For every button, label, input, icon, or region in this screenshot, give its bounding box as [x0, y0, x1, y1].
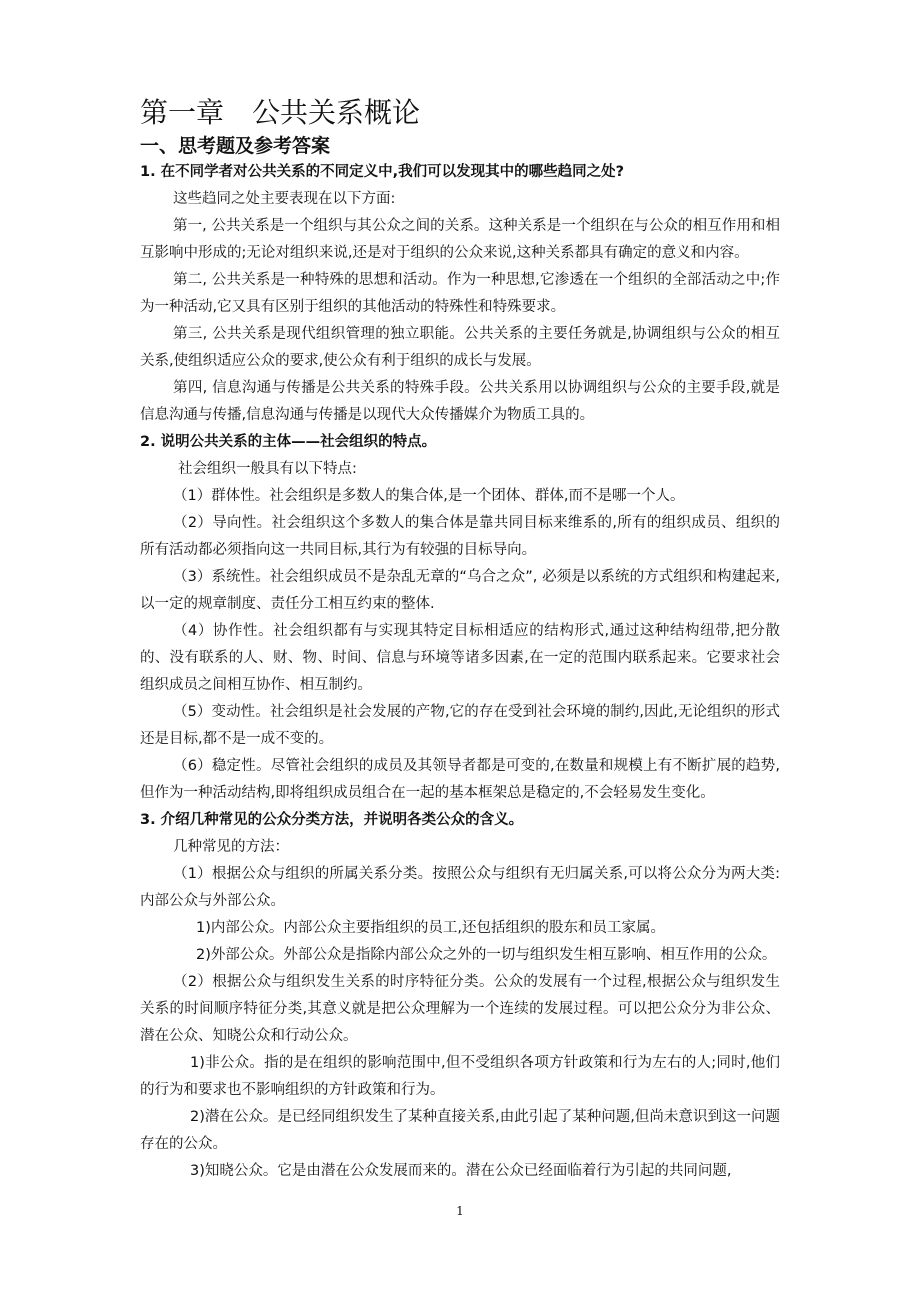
list-item: （6）稳定性。尽管社会组织的成员及其领导者都是可变的,在数量和规模上有不断扩展的趋势,但作为一种活动结构,即将组织成员组合在一起的基本框架总是稳定的,不会轻易发生变化。: [140, 758, 780, 801]
list-item: （5）变动性。社会组织是社会发展的产物,它的存在受到社会环境的制约,因此,无论组织的形式还是目标,都不是一成不变的。: [140, 704, 780, 747]
list-item: （2）导向性。社会组织这个多数人的集合体是靠共同目标来维系的,所有的组织成员、组织的所有活动都必须指向这一共同目标,其行为有较强的目标导向。: [140, 515, 780, 558]
sub-item: 1)非公众。指的是在组织的影响范围中,但不受组织各项方针政策和行为左右的人;同时,他们的行为和要求也不影响组织的方针政策和行为。: [140, 1055, 780, 1098]
sub-item: 1)内部公众。内部公众主要指组织的员工,还包括组织的股东和员工家属。: [196, 920, 665, 936]
sub-item: 2)潜在公众。是已经同组织发生了某种直接关系,由此引起了某种问题,但尚未意识到这一问题存在的公众。: [140, 1109, 780, 1152]
question-2: 2. 说明公共关系的主体——社会组织的特点。: [140, 434, 437, 450]
list-item: （1）群体性。社会组织是多数人的集合体,是一个团体、群体,而不是哪一个人。: [173, 488, 685, 504]
paragraph: 这些趋同之处主要表现在以下方面:: [173, 191, 396, 207]
paragraph: 几种常见的方法：: [173, 839, 289, 855]
section-title: 一、思考题及参考答案: [140, 135, 331, 157]
sub-item: 3)知晓公众。它是由潜在公众发展而来的。潜在公众已经面临着行为引起的共同问题,: [190, 1163, 732, 1179]
list-item: （1）根据公众与组织的所属关系分类。按照公众与组织有无归属关系,可以将公众分为两大类:内部公众与外部公众。: [140, 866, 780, 909]
question-3: 3. 介绍几种常见的公众分类方法，并说明各类公众的含义。: [140, 812, 524, 828]
document-body: [140, 159, 780, 1185]
question-1: 1. 在不同学者对公共关系的不同定义中,我们可以发现其中的哪些趋同之处?: [140, 164, 625, 180]
list-item: （4）协作性。社会组织都有与实现其特定目标相适应的结构形式,通过这种结构纽带,把分散的、没有联系的人、财、物、时间、信息与环境等诸多因素,在一定的范围内联系起来。它要求社会组织成员之间相互协作、相互制约。: [140, 623, 780, 693]
sub-item: 2)外部公众。外部公众是指除内部公众之外的一切与组织发生相互影响、相互作用的公众。: [196, 947, 777, 963]
paragraph: 第二, 公共关系是一种特殊的思想和活动。作为一种思想,它渗透在一个组织的全部活动之中;作为一种活动,它又具有区别于组织的其他活动的特殊性和特殊要求。: [140, 272, 780, 315]
page-number: 1: [456, 1204, 464, 1218]
chapter-title: 第一章 公共关系概论: [140, 96, 421, 129]
list-item: （3）系统性。社会组织成员不是杂乱无章的“乌合之众”, 必须是以系统的方式组织和构建起来, 以一定的规章制度、责任分工相互约束的整体.: [140, 569, 780, 612]
paragraph: 第三, 公共关系是现代组织管理的独立职能。公共关系的主要任务就是,协调组织与公众的相互关系,使组织适应公众的要求,使公众有利于组织的成长与发展。: [140, 326, 780, 369]
paragraph: 第一, 公共关系是一个组织与其公众之间的关系。这种关系是一个组织在与公众的相互作用和相互影响中形成的;无论对组织来说,还是对于组织的公众来说,这种关系都具有确定的意义和内容。: [140, 218, 780, 261]
paragraph: 社会组织一般具有以下特点:: [178, 461, 357, 477]
list-item: （2）根据公众与组织发生关系的时序特征分类。公众的发展有一个过程,根据公众与组织发生关系的时间顺序特征分类,其意义就是把公众理解为一个连续的发展过程。可以把公众分为非公众、潜在公众、知晓公众和行动公众。: [140, 974, 780, 1044]
paragraph: 第四, 信息沟通与传播是公共关系的特殊手段。公共关系用以协调组织与公众的主要手段,就是信息沟通与传播,信息沟通与传播是以现代大众传播媒介为物质工具的。: [140, 380, 780, 423]
